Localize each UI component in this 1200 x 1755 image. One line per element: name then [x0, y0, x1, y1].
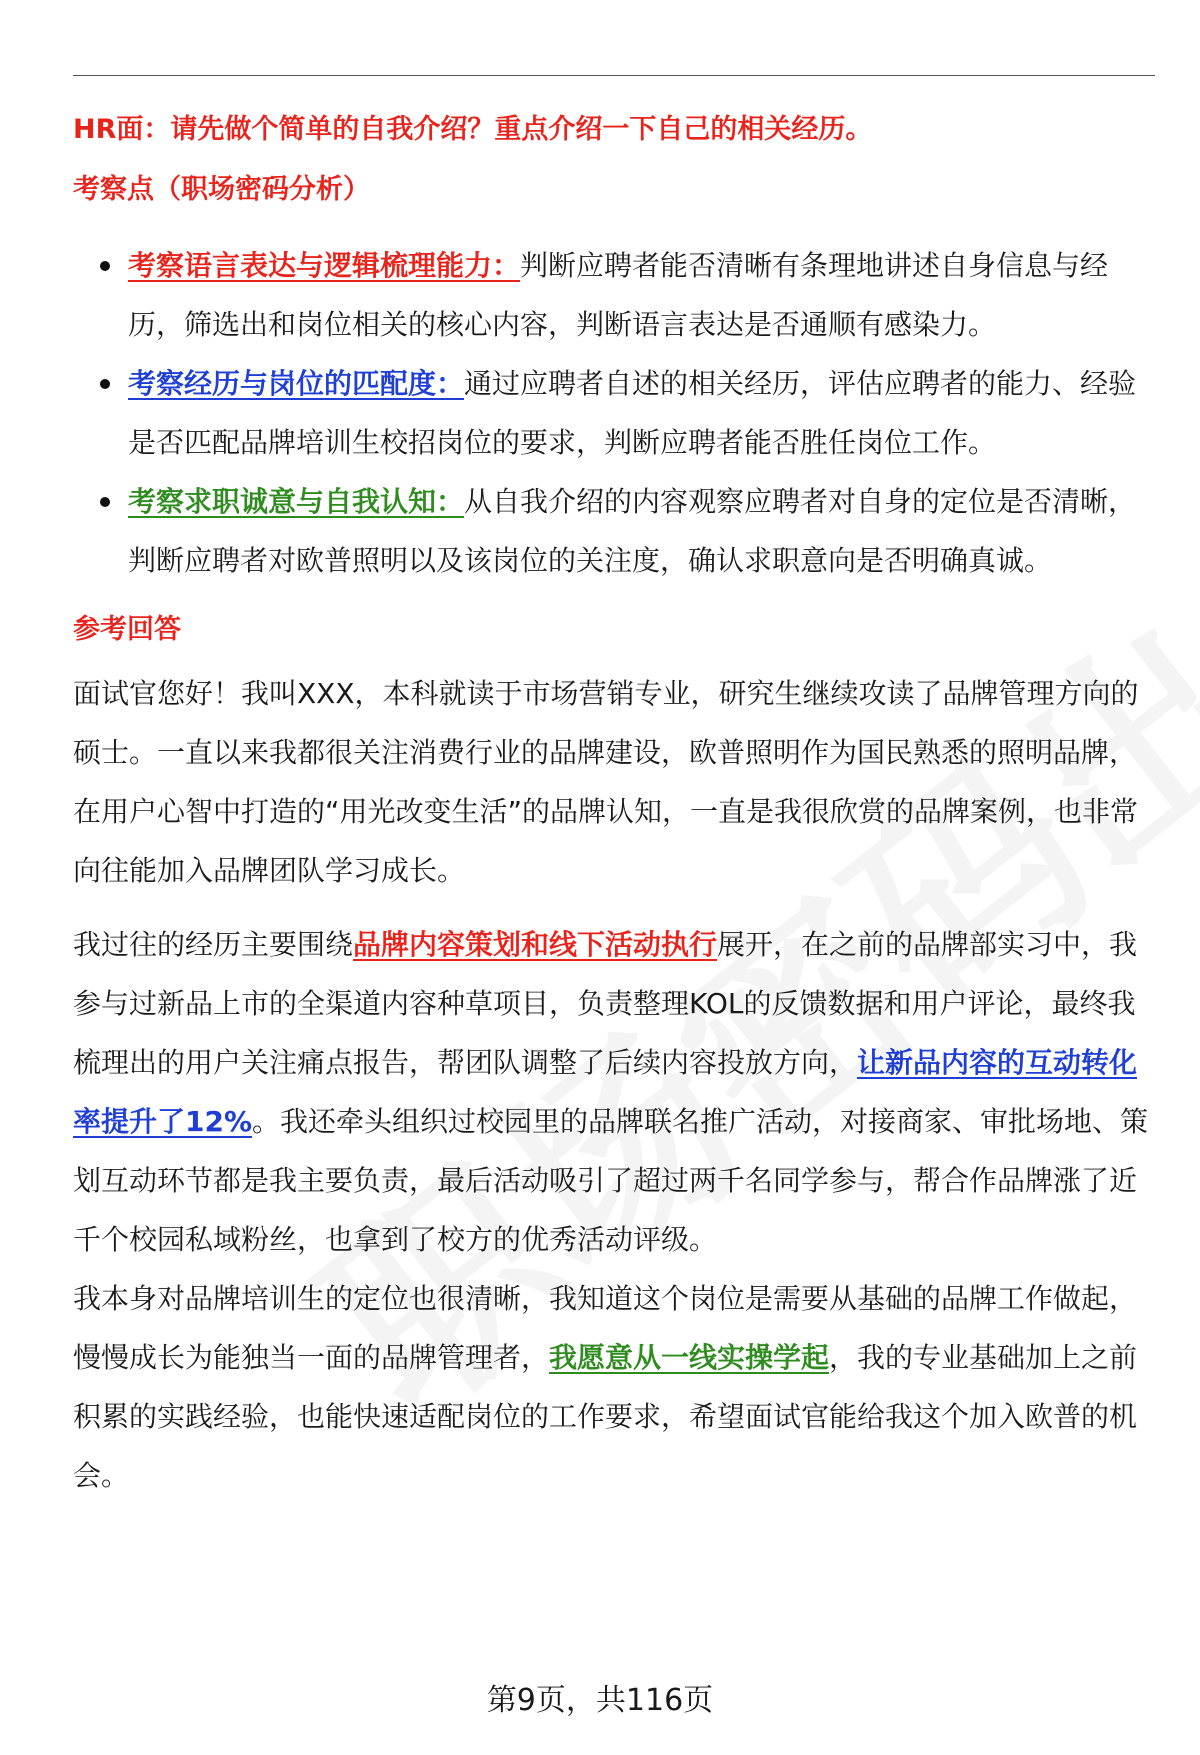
point-label: 考察语言表达与逻辑梳理能力： [128, 249, 521, 282]
point-label: 考察求职诚意与自我认知： [128, 485, 465, 518]
assessment-point [73, 354, 1155, 472]
answer-text: ，我的专业基础加上之前积累的实践经验，也能快速适配岗位的工作要求，希望面试官能给我这个加入欧普的机会。 [73, 1341, 1138, 1492]
point-label: 考察经历与岗位的匹配度： [128, 367, 465, 400]
highlight-green: 我愿意从一线实操学起 [549, 1341, 830, 1374]
bullet-icon [100, 261, 110, 271]
document-body [73, 110, 1155, 1505]
answer-paragraph-3 [73, 1269, 1155, 1505]
highlight-red: 品牌内容策划和线下活动执行 [353, 928, 718, 961]
page-number: 第9页，共116页 [486, 1683, 714, 1718]
points-title: 考察点（职场密码分析） [73, 174, 370, 205]
bullet-icon [100, 379, 110, 389]
answer-title: 参考回答 [73, 614, 181, 645]
point-text: 从自我介绍的内容观察应聘者对自身的定位是否清晰，判断应聘者对欧普照明以及该岗位的关注度，确认求职意向是否明确真诚。 [128, 485, 1137, 577]
question-heading: HR面：请先做个简单的自我介绍？重点介绍一下自己的相关经历。 [73, 114, 873, 145]
point-text: 判断应聘者能否清晰有条理地讲述自身信息与经历，筛选出和岗位相关的核心内容，判断语言表达是否通顺有感染力。 [128, 249, 1109, 341]
answer-text: 展开，在之前的品牌部实习中，我参与过新品上市的全渠道内容种草项目，负责整理KOL的反馈数据和用户评论，最终我梳理出的用户关注痛点报告，帮团队调整了后续内容投放方向， [73, 928, 1138, 1079]
assessment-points-list [73, 236, 1155, 590]
assessment-point [73, 236, 1155, 354]
answer-paragraph-2 [73, 915, 1155, 1269]
bullet-icon [100, 497, 110, 507]
top-rule [73, 75, 1155, 76]
answer-paragraph-1: 面试官您好！我叫XXX，本科就读于市场营销专业，研究生继续攻读了品牌管理方向的硕士。一直以来我都很关注消费行业的品牌建设，欧普照明作为国民熟悉的照明品牌，在用户心智中打造的“用光改变生活”的品牌认知，一直是我很欣赏的品牌案例，也非常向往能加入品牌团队学习成长。 [73, 677, 1139, 887]
answer-text: 。我还牵头组织过校园里的品牌联名推广活动，对接商家、审批场地、策划互动环节都是我主要负责，最后活动吸引了超过两千名同学参与，帮合作品牌涨了近千个校园私域粉丝，也拿到了校方的优秀活动评级。 [73, 1105, 1149, 1256]
highlight-blue: 让新品内容的互动转化率提升了12% [73, 1046, 1138, 1138]
answer-text: 我本身对品牌培训生的定位也很清晰，我知道这个岗位是需要从基础的品牌工作做起，慢慢成长为能独当一面的品牌管理者， [73, 1282, 1138, 1374]
assessment-point [73, 472, 1155, 590]
point-text: 通过应聘者自述的相关经历，评估应聘者的能力、经验是否匹配品牌培训生校招岗位的要求，判断应聘者能否胜任岗位工作。 [128, 367, 1137, 459]
answer-text: 我过往的经历主要围绕 [73, 928, 354, 961]
